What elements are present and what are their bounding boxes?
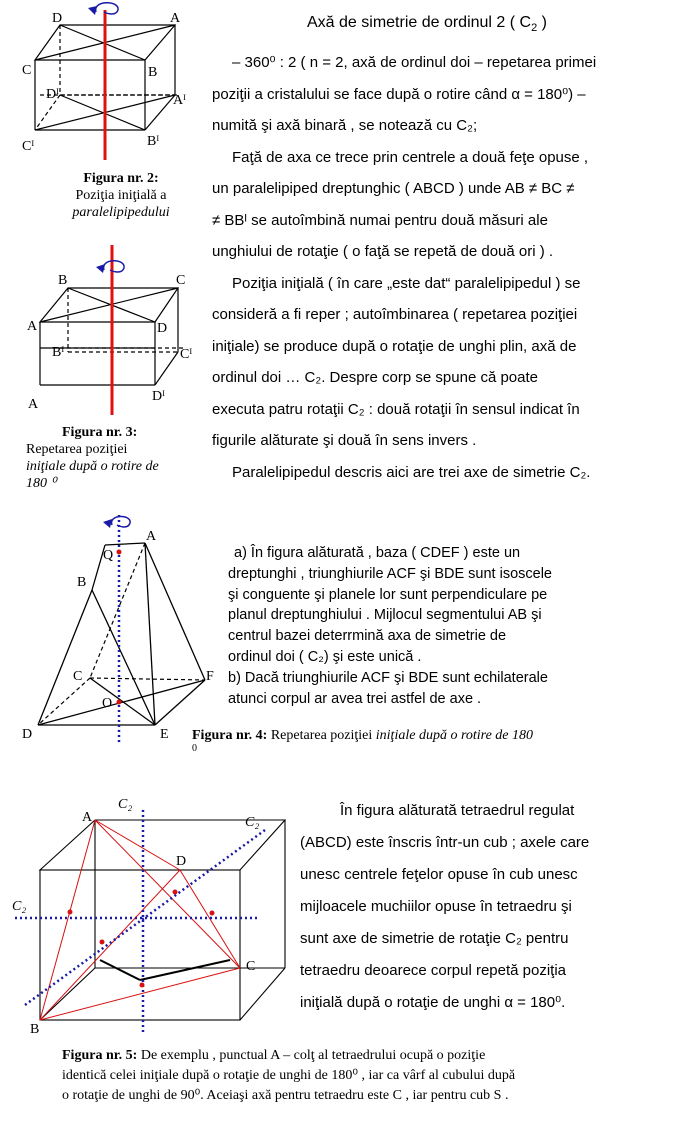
text-line: atunci corpul ar avea trei astfel de axe . bbox=[228, 690, 482, 707]
fig2-edge bbox=[145, 95, 175, 130]
text-line: b) Dacă triunghiurile ACF şi BDE sunt echilaterale bbox=[228, 669, 548, 686]
fig2-label: Aᴵ bbox=[173, 93, 186, 108]
fig5-label: C₂ bbox=[245, 815, 260, 830]
text-line: mijloacele muchiilor opuse în tetraedru şi bbox=[300, 898, 572, 915]
figure5-caption bbox=[62, 1046, 662, 1106]
text-line: (ABCD) este înscris într-un cub ; axele care bbox=[300, 834, 590, 851]
text-line: planul dreptunghiului . Mijlocul segmentului AB şi bbox=[228, 607, 542, 624]
text-line: unesc centrele feţelor opuse în cub unesc bbox=[300, 866, 578, 883]
text-line: a) În figura alăturată , baza ( CDEF ) este un bbox=[234, 545, 521, 561]
text-line: tetraedru deoarece corpul repetă poziţia bbox=[300, 962, 567, 979]
fig5-midpoint bbox=[173, 890, 178, 895]
arrowhead-icon bbox=[88, 6, 97, 15]
fig5-label: C bbox=[246, 959, 256, 974]
fig4-label: C bbox=[73, 669, 83, 684]
fig2-label: Cᴵ bbox=[22, 139, 35, 154]
fig5-tetra-edge bbox=[95, 820, 180, 870]
fig4-label: F bbox=[206, 669, 214, 684]
caption-title: Figura nr. 2: bbox=[83, 171, 159, 186]
fig2-label: A bbox=[170, 11, 181, 26]
fig2-label: D bbox=[52, 11, 63, 26]
caption-text: Repetarea poziţiei bbox=[267, 728, 376, 743]
fig2-diag bbox=[60, 25, 145, 60]
fig4-edge bbox=[145, 543, 205, 680]
text-line: Poziţia iniţială ( în care „este dat“ paralelipipedul ) se bbox=[232, 274, 581, 292]
figure4-text bbox=[228, 543, 658, 709]
figure2-diagram bbox=[0, 0, 200, 170]
caption-line: iniţiale după o rotire de bbox=[26, 459, 159, 474]
fig2-label: Dᴵ bbox=[46, 87, 59, 102]
text-line: Paralelipipedul descris aici are trei axe de simetrie C₂. bbox=[232, 463, 591, 481]
rotation-arrow-icon bbox=[96, 3, 118, 14]
arrowhead-icon bbox=[96, 264, 105, 273]
caption-title: Figura nr. 4: bbox=[192, 728, 268, 743]
caption-line: Repetarea poziţiei bbox=[26, 442, 128, 457]
fig4-label: B bbox=[77, 575, 87, 590]
arrowhead-icon bbox=[103, 519, 112, 528]
fig3-label: Cᴵ bbox=[180, 347, 193, 362]
fig5-label: D bbox=[176, 854, 187, 869]
text-line: În figura alăturată tetraedrul regulat bbox=[340, 802, 575, 819]
fig5-cube-edge bbox=[240, 968, 285, 1020]
text-line: dreptunghi , triunghiurile ACF şi BDE sunt isoscele bbox=[228, 565, 552, 582]
text-line: ordinul doi … C₂. Despre corp se spune că poate bbox=[212, 369, 539, 386]
figure3-caption bbox=[26, 424, 206, 492]
text-line: iniţială după o rotaţie de unghi α = 180⁰. bbox=[300, 994, 566, 1011]
fig2-label: Bᴵ bbox=[147, 134, 160, 149]
fig2-diag bbox=[60, 95, 145, 130]
fig3-label: D bbox=[157, 321, 168, 336]
text-line: centrul bazei deterrmină axa de simetrie de bbox=[228, 628, 507, 645]
figure3-diagram bbox=[0, 240, 200, 420]
fig4-hidden-edge bbox=[90, 678, 205, 680]
caption-title: Figura nr. 5: bbox=[62, 1048, 138, 1063]
fig4-label: E bbox=[160, 727, 169, 742]
text-line: unghiului de rotaţie ( o faţă se repetă de două ori ) . bbox=[212, 243, 554, 260]
fig5-tetra-edge bbox=[95, 820, 240, 968]
fig4-label: D bbox=[22, 727, 33, 742]
fig5-cube-front bbox=[40, 870, 240, 1020]
fig4-edge bbox=[145, 543, 155, 725]
text-line: sunt axe de simetrie de rotaţie C₂ pentru bbox=[300, 930, 569, 947]
fig4-label: A bbox=[146, 529, 157, 544]
text-line: şi conguente şi planele lor sunt perpendiculare pe bbox=[228, 586, 548, 603]
fig5-midpoint bbox=[210, 911, 215, 916]
text-line: iniţiale) se produce după o rotaţie de unghi plin, axă de bbox=[212, 337, 577, 355]
text-line: numită şi axă binară , se notează cu C₂; bbox=[212, 117, 478, 134]
caption-title: Figura nr. 3: bbox=[62, 425, 138, 440]
figure5-diagram bbox=[0, 790, 290, 1040]
rotation-arrow-icon bbox=[112, 516, 131, 527]
text-line: poziţii a cristalului se face după o rotire când α = 180⁰) – bbox=[212, 85, 586, 103]
text-line: – 360⁰ : 2 ( n = 2, axă de ordinul doi – repetarea primei bbox=[232, 54, 597, 71]
fig2-label: B bbox=[148, 65, 158, 80]
rotation-arrow-icon bbox=[104, 261, 125, 272]
caption-line: 180 ⁰ bbox=[26, 476, 57, 491]
fig4-label: Q bbox=[103, 548, 114, 563]
fig2-label: C bbox=[22, 63, 32, 78]
fig5-label: A bbox=[82, 810, 93, 825]
caption-line: o rotaţie de unghi de 90⁰. Aceiaşi axă pentru tetraedru este C , iar pentru cub S . bbox=[62, 1088, 509, 1103]
figure4-caption bbox=[192, 727, 662, 754]
fig5-midpoint bbox=[68, 910, 73, 915]
caption-text: De exemplu , punctual A – colţ al tetraedrului ocupă o poziţie bbox=[137, 1048, 486, 1063]
fig4-edge bbox=[38, 590, 92, 725]
fig5-cube-edge bbox=[140, 960, 230, 980]
text-line: figurile alăturate şi două în sens invers . bbox=[212, 432, 477, 449]
fig3-label: C bbox=[176, 273, 186, 288]
fig4-point-q bbox=[117, 550, 122, 555]
text-line: un paralelipiped dreptunghic ( ABCD ) unde AB ≠ BC ≠ bbox=[212, 180, 575, 197]
fig4-point-o bbox=[117, 700, 122, 705]
fig3-label: Dᴵ bbox=[152, 389, 165, 404]
fig3-label: Bᴵ bbox=[52, 345, 65, 360]
caption-line: paralelipipedului bbox=[72, 205, 170, 220]
fig3-label: B bbox=[58, 273, 68, 288]
figure5-text bbox=[300, 795, 665, 1019]
section1-title bbox=[307, 14, 547, 34]
fig3-label: A bbox=[27, 319, 38, 334]
caption-sup: 0 bbox=[192, 743, 197, 754]
text-line: executa patru rotaţii C₂ : două rotaţii în sensul indicat în bbox=[212, 400, 580, 418]
fig4-edge bbox=[90, 678, 155, 725]
fig5-cube-edge bbox=[100, 960, 140, 980]
fig5-cube-edge bbox=[40, 968, 95, 1020]
fig4-label: O bbox=[102, 696, 113, 711]
fig3-diag bbox=[40, 288, 178, 322]
text-line: ordinul doi ( C₂) şi este unică . bbox=[228, 648, 422, 665]
fig3-label: A bbox=[28, 397, 39, 412]
fig5-label: B bbox=[30, 1022, 40, 1037]
section1-body bbox=[212, 47, 662, 488]
title-text: Axă de simetrie de ordinul 2 ( C bbox=[307, 14, 532, 31]
title-end: ) bbox=[537, 14, 548, 31]
figure4-diagram bbox=[0, 510, 230, 750]
caption-text: iniţiale după o rotire de 180 bbox=[375, 728, 534, 743]
fig5-label: C₂ bbox=[12, 899, 27, 914]
caption-line: identică celei iniţiale după o rotaţie de unghi de 180⁰ , iar ca vârf al cubului după bbox=[62, 1068, 516, 1083]
fig5-tetra-edge bbox=[40, 968, 240, 1020]
fig5-midpoint bbox=[140, 983, 145, 988]
caption-line: Poziţia iniţială a bbox=[75, 188, 167, 203]
text-line: consideră a fi reper ; autoîmbinarea ( repetarea poziţiei bbox=[212, 306, 578, 323]
text-line: ≠ BBᴵ se autoîmbină numai pentru două măsuri ale bbox=[212, 211, 548, 229]
fig4-edge bbox=[105, 543, 145, 545]
text-line: Faţă de axa ce trece prin centrele a două feţe opuse , bbox=[232, 148, 589, 166]
fig5-midpoint bbox=[100, 940, 105, 945]
fig4-hidden-edge bbox=[90, 543, 145, 678]
figure2-caption bbox=[46, 170, 196, 221]
fig5-label: C₂ bbox=[118, 797, 133, 812]
title-sub: 2 bbox=[531, 22, 538, 35]
fig3-edge bbox=[155, 352, 178, 385]
